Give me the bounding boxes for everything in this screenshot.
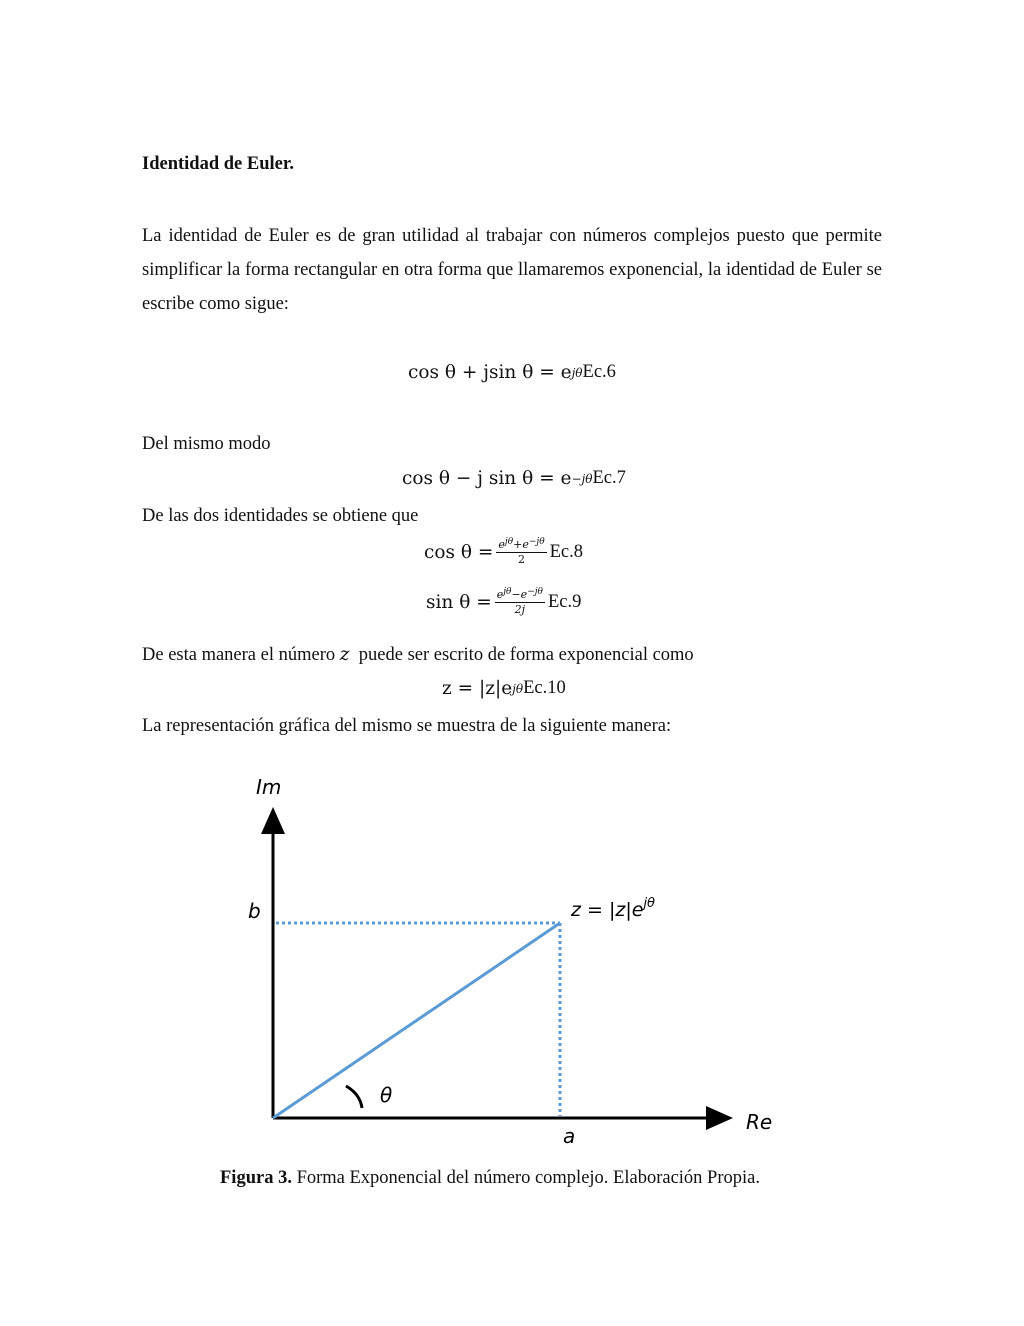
- eq7-expression: cos θ − j sin θ = e: [402, 468, 572, 489]
- eq8-numerator: $e^{j\theta}+e^{-j\theta}$: [498, 537, 545, 551]
- theta-label: θ: [380, 1083, 393, 1107]
- text-dos-identidades: De las dos identidades se obtiene que: [142, 506, 419, 526]
- equation-8: [424, 538, 583, 567]
- text-representacion: La representación gráfica del mismo se muestra de la siguiente manera:: [142, 716, 672, 736]
- intro-paragraph: La identidad de Euler es de gran utilidad al trabajar con números complejos puesto que permite simplificar la forma rectangular en otra forma que llamaremos exponencial, la identidad de Euler se escribe como sigue:: [142, 226, 882, 314]
- eq8-fraction: [496, 538, 546, 567]
- z-vector: [273, 923, 560, 1118]
- eq9-denominator: 2j: [514, 603, 526, 616]
- eq9-lhs: sin θ =: [426, 592, 492, 613]
- a-label: a: [563, 1124, 576, 1148]
- b-label: b: [248, 899, 261, 923]
- re-label: Re: [746, 1110, 773, 1134]
- equation-9: [426, 588, 581, 617]
- eq7-tag: Ec.7: [592, 468, 626, 488]
- eq8-denominator: 2: [518, 553, 526, 566]
- equation-7: cos θ − j sin θ = e −jθ Ec.7: [402, 468, 626, 489]
- figure-caption: [220, 1168, 760, 1189]
- eq9-fraction: [495, 588, 545, 617]
- theta-angle-arc: [346, 1086, 362, 1108]
- eq9-numerator: $e^{j\theta}-e^{-j\theta}$: [496, 587, 543, 601]
- complex-plane-figure: [0, 760, 1024, 1160]
- eq10-tag: Ec.10: [523, 678, 566, 698]
- caption-bold: Figura 3.: [220, 1168, 292, 1188]
- variable-z: z: [339, 644, 350, 665]
- eq8-tag: Ec.8: [549, 542, 584, 562]
- text-mismo-modo: Del mismo modo: [142, 434, 271, 454]
- section-heading: Identidad de Euler.: [142, 154, 294, 174]
- eq8-lhs: cos θ =: [424, 542, 494, 563]
- z-label: $z = |z|e^{j\theta}$: [571, 896, 656, 921]
- equation-6: cos θ + jsin θ = e jθ Ec.6: [408, 362, 616, 383]
- eq6-expression: cos θ + jsin θ = e: [408, 362, 572, 383]
- caption-text: Forma Exponencial del número complejo. Elaboración Propia.: [291, 1168, 760, 1188]
- eq6-tag: Ec.6: [582, 362, 616, 382]
- im-label: Im: [256, 775, 282, 799]
- text-forma-exponencial: De esta manera el número z puede ser escrito de forma exponencial como: [142, 644, 694, 665]
- equation-10: z = |z|e jθ Ec.10: [442, 678, 566, 699]
- eq9-tag: Ec.9: [547, 592, 582, 612]
- eq10-expression: z = |z|e: [442, 678, 513, 699]
